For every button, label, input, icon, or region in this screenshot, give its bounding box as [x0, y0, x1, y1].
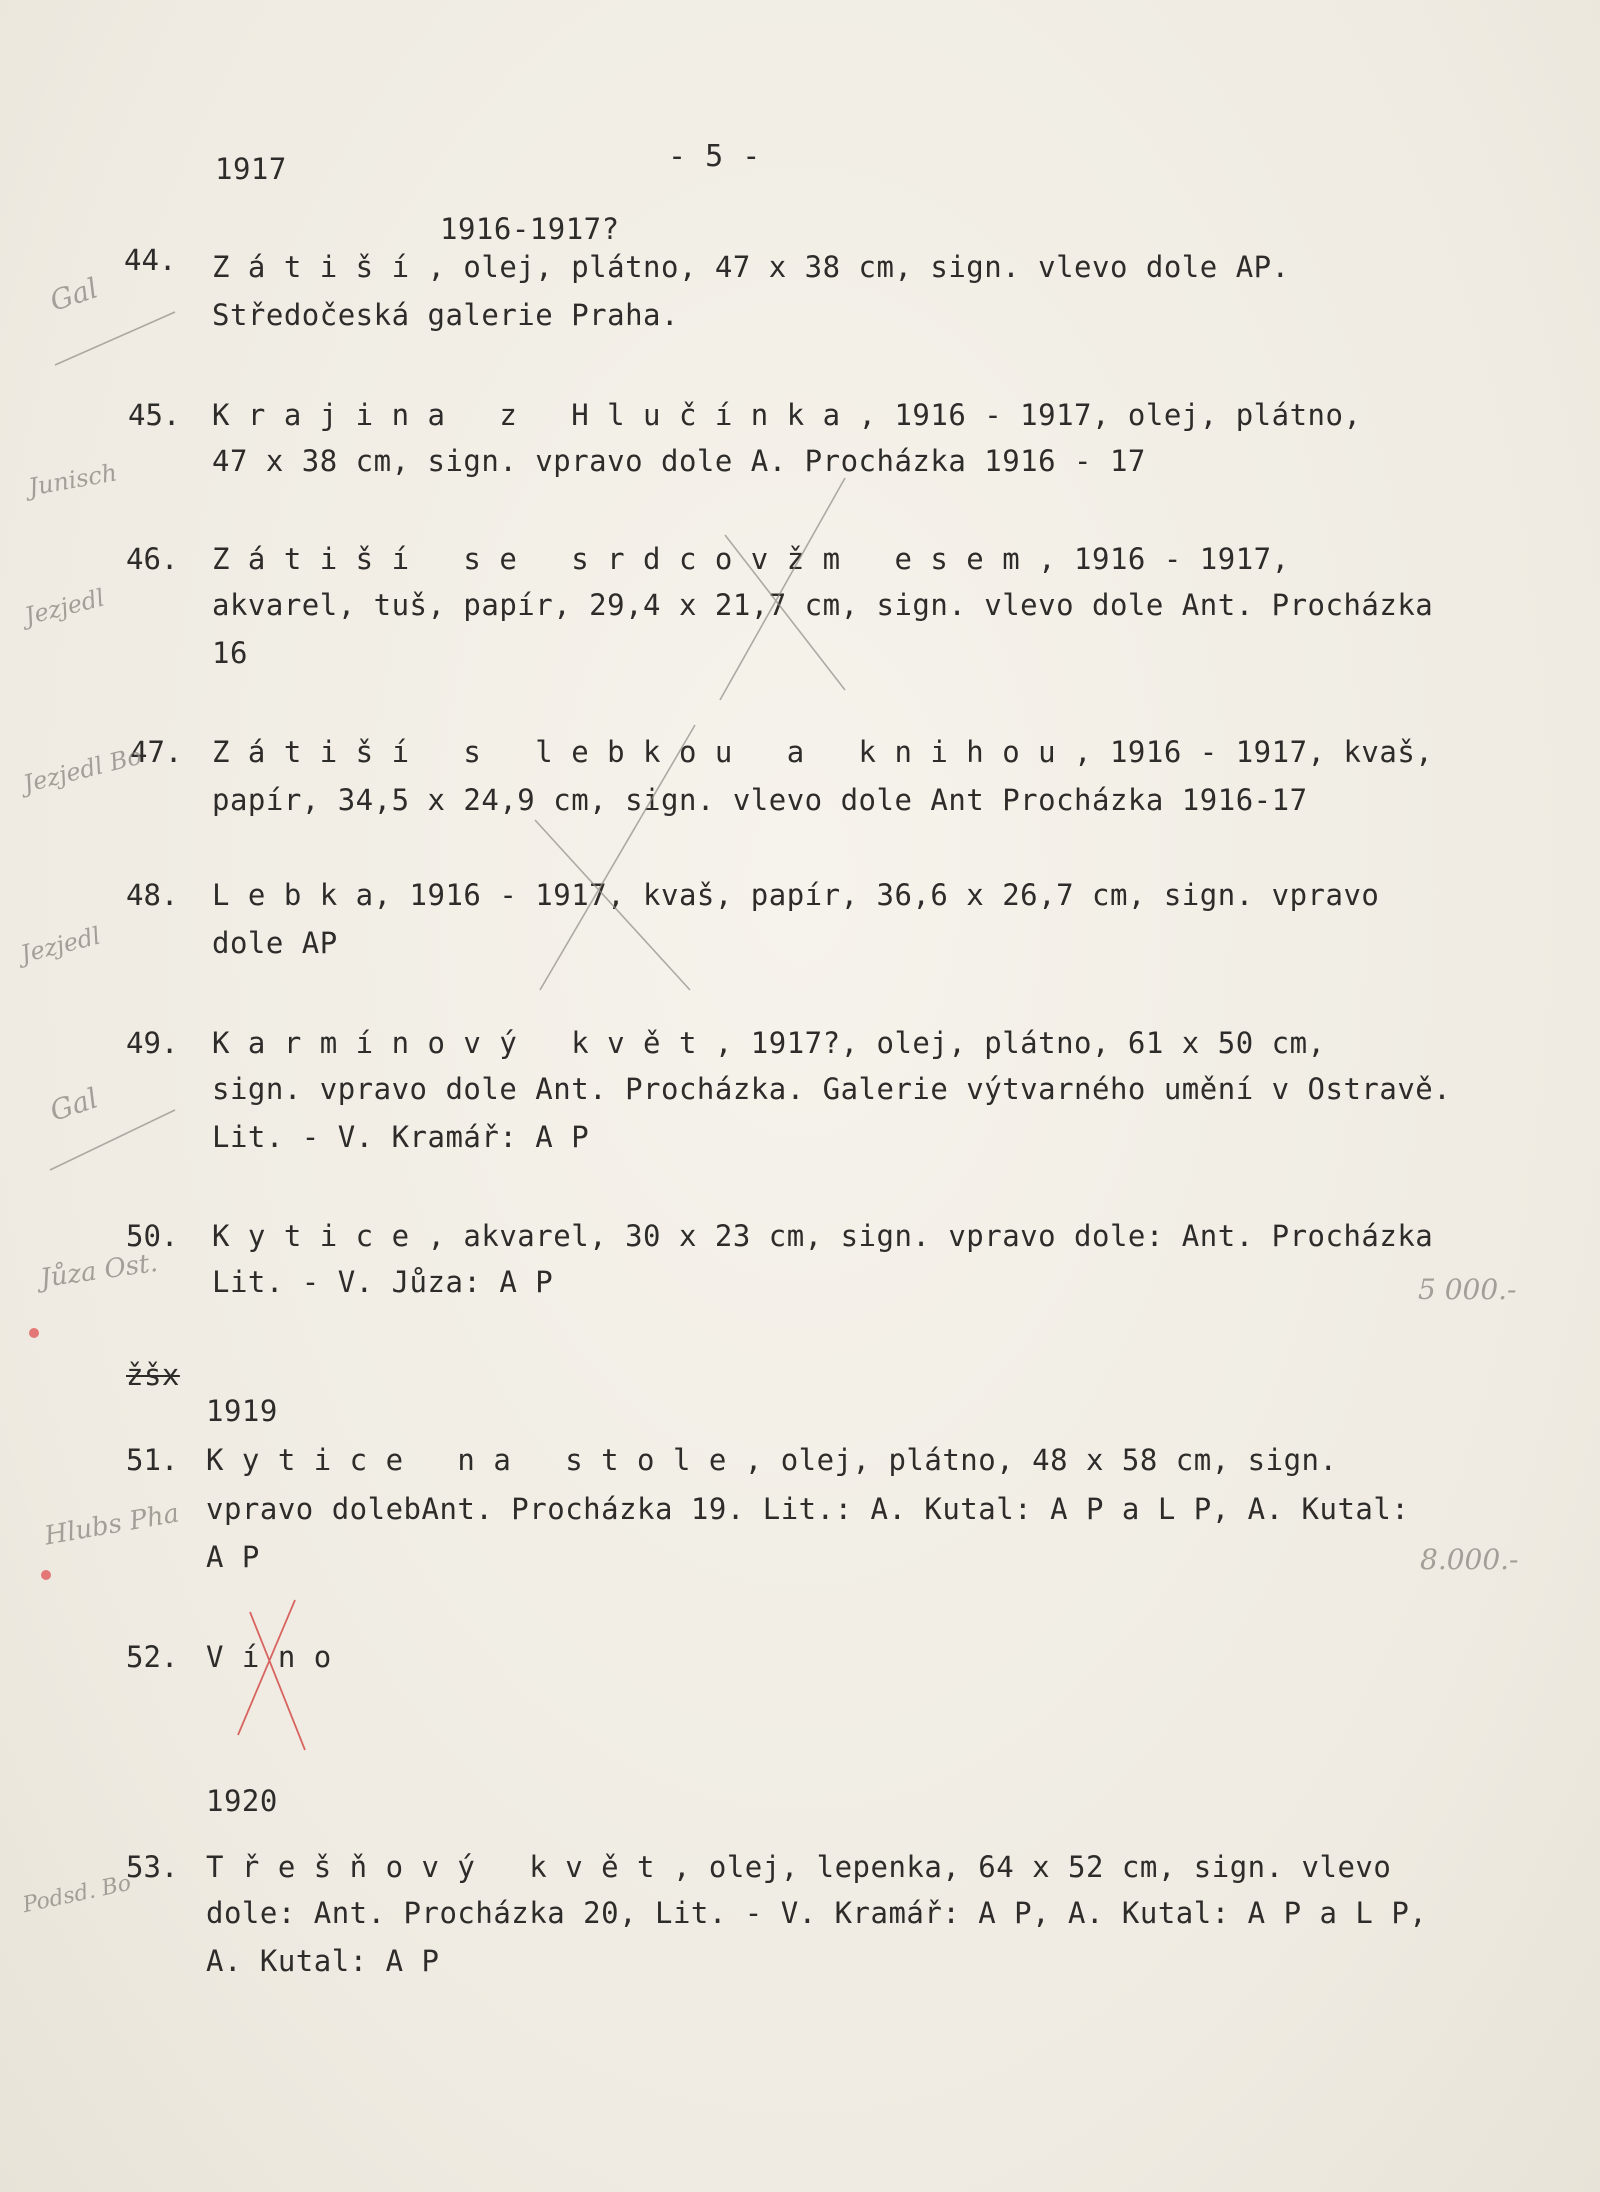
- entry-45-line-2: 47 x 38 cm, sign. vpravo dole A. Procházka 1916 - 17: [212, 444, 1146, 478]
- entry-48-line-1: L e b k a, 1916 - 1917, kvaš, papír, 36,6 x 26,7 cm, sign. vpravo: [212, 878, 1380, 912]
- entry-50-line-1: K y t i c e , akvarel, 30 x 23 cm, sign. vpravo dole: Ant. Procházka: [212, 1219, 1434, 1253]
- entry-45-pencil-note: Junisch: [26, 458, 120, 502]
- entry-44-line-2: Středočeská galerie Praha.: [212, 298, 679, 332]
- entry-51-price: 8.000.-: [1420, 1543, 1519, 1576]
- entry-51-pencil-note: Hlubs Pha: [42, 1498, 182, 1552]
- entry-46-line-2: akvarel, tuš, papír, 29,4 x 21,7 cm, sign. vlevo dole Ant. Procházka: [212, 588, 1434, 622]
- entry-48-number: 48.: [126, 878, 179, 912]
- entry-46-line-1: Z á t i š í s e s r d c o v ž m e s e m , 1916 - 1917,: [212, 542, 1290, 576]
- entry-46-line-3: 16: [212, 636, 248, 670]
- entry-50-price: 5 000.-: [1418, 1273, 1517, 1306]
- entry-49-pencil-note: Gal: [45, 1081, 102, 1128]
- entry-48-line-2: dole AP: [212, 926, 338, 960]
- entry-49-line-2: sign. vpravo dole Ant. Procházka. Galerie výtvarného umění v Ostravě.: [212, 1072, 1452, 1106]
- entry-51-line-1: K y t i c e n a s t o l e , olej, plátno, 48 x 58 cm, sign.: [206, 1443, 1338, 1477]
- entry-53-line-1: T ř e š ň o v ý k v ě t , olej, lepenka, 64 x 52 cm, sign. vlevo: [206, 1850, 1392, 1884]
- entry-51-year-heading: 1919: [206, 1394, 278, 1428]
- entry-45-number: 45.: [128, 398, 181, 432]
- entry-48-pencil-note: Jezjedl: [17, 921, 104, 969]
- entry-53-line-3: A. Kutal: A P: [206, 1944, 440, 1978]
- entry-51-number: 51.: [126, 1443, 179, 1477]
- entry-52-line-1: V í n o: [206, 1640, 332, 1674]
- entry-44-pencil-note: Gal: [45, 271, 102, 318]
- page-number: - 5 -: [668, 139, 761, 174]
- entry-51-line-2: vpravo dolebAnt. Procházka 19. Lit.: A. Kutal: A P a L P, A. Kutal:: [206, 1492, 1410, 1526]
- entry-51-struck-text: žšx: [126, 1358, 180, 1392]
- entry-47-number: 47.: [130, 735, 183, 769]
- entry-53-line-2: dole: Ant. Procházka 20, Lit. - V. Kramář: A P, A. Kutal: A P a L P,: [206, 1896, 1428, 1930]
- entry-46-pencil-note: Jezjedl: [21, 583, 108, 631]
- entry-44-date-note: 1916-1917?: [440, 212, 620, 246]
- entry-53-number: 53.: [126, 1850, 179, 1884]
- entry-49-number: 49.: [126, 1026, 179, 1060]
- entry-51-line-3: A P: [206, 1540, 260, 1574]
- entry-50-number: 50.: [126, 1219, 179, 1253]
- entry-45-line-1: K r a j i n a z H l u č í n k a , 1916 - 1917, olej, plátno,: [212, 398, 1362, 432]
- entry-50-line-2: Lit. - V. Jůza: A P: [212, 1265, 554, 1299]
- entry-53-year-heading: 1920: [206, 1784, 278, 1818]
- entry-52-number: 52.: [126, 1640, 179, 1674]
- entry-53-pencil-note: Podsd. Bo: [20, 1870, 134, 1919]
- entry-49-line-1: K a r m í n o v ý k v ě t , 1917?, olej, plátno, 61 x 50 cm,: [212, 1026, 1326, 1060]
- entry-47-line-1: Z á t i š í s l e b k o u a k n i h o u , 1916 - 1917, kvaš,: [212, 735, 1434, 769]
- entry-44-number: 44.: [124, 243, 177, 277]
- entry-49-line-3: Lit. - V. Kramář: A P: [212, 1120, 590, 1154]
- entry-44-line-1: Z á t i š í , olej, plátno, 47 x 38 cm, sign. vlevo dole AP.: [212, 250, 1290, 284]
- entry-47-pencil-note: Jezjedl Bo: [20, 741, 145, 799]
- entry-46-number: 46.: [126, 542, 179, 576]
- header-year: 1917: [215, 152, 287, 186]
- entry-47-line-2: papír, 34,5 x 24,9 cm, sign. vlevo dole Ant Procházka 1916-17: [212, 783, 1308, 817]
- entry-50-pencil-note: Jůza Ost.: [38, 1247, 160, 1295]
